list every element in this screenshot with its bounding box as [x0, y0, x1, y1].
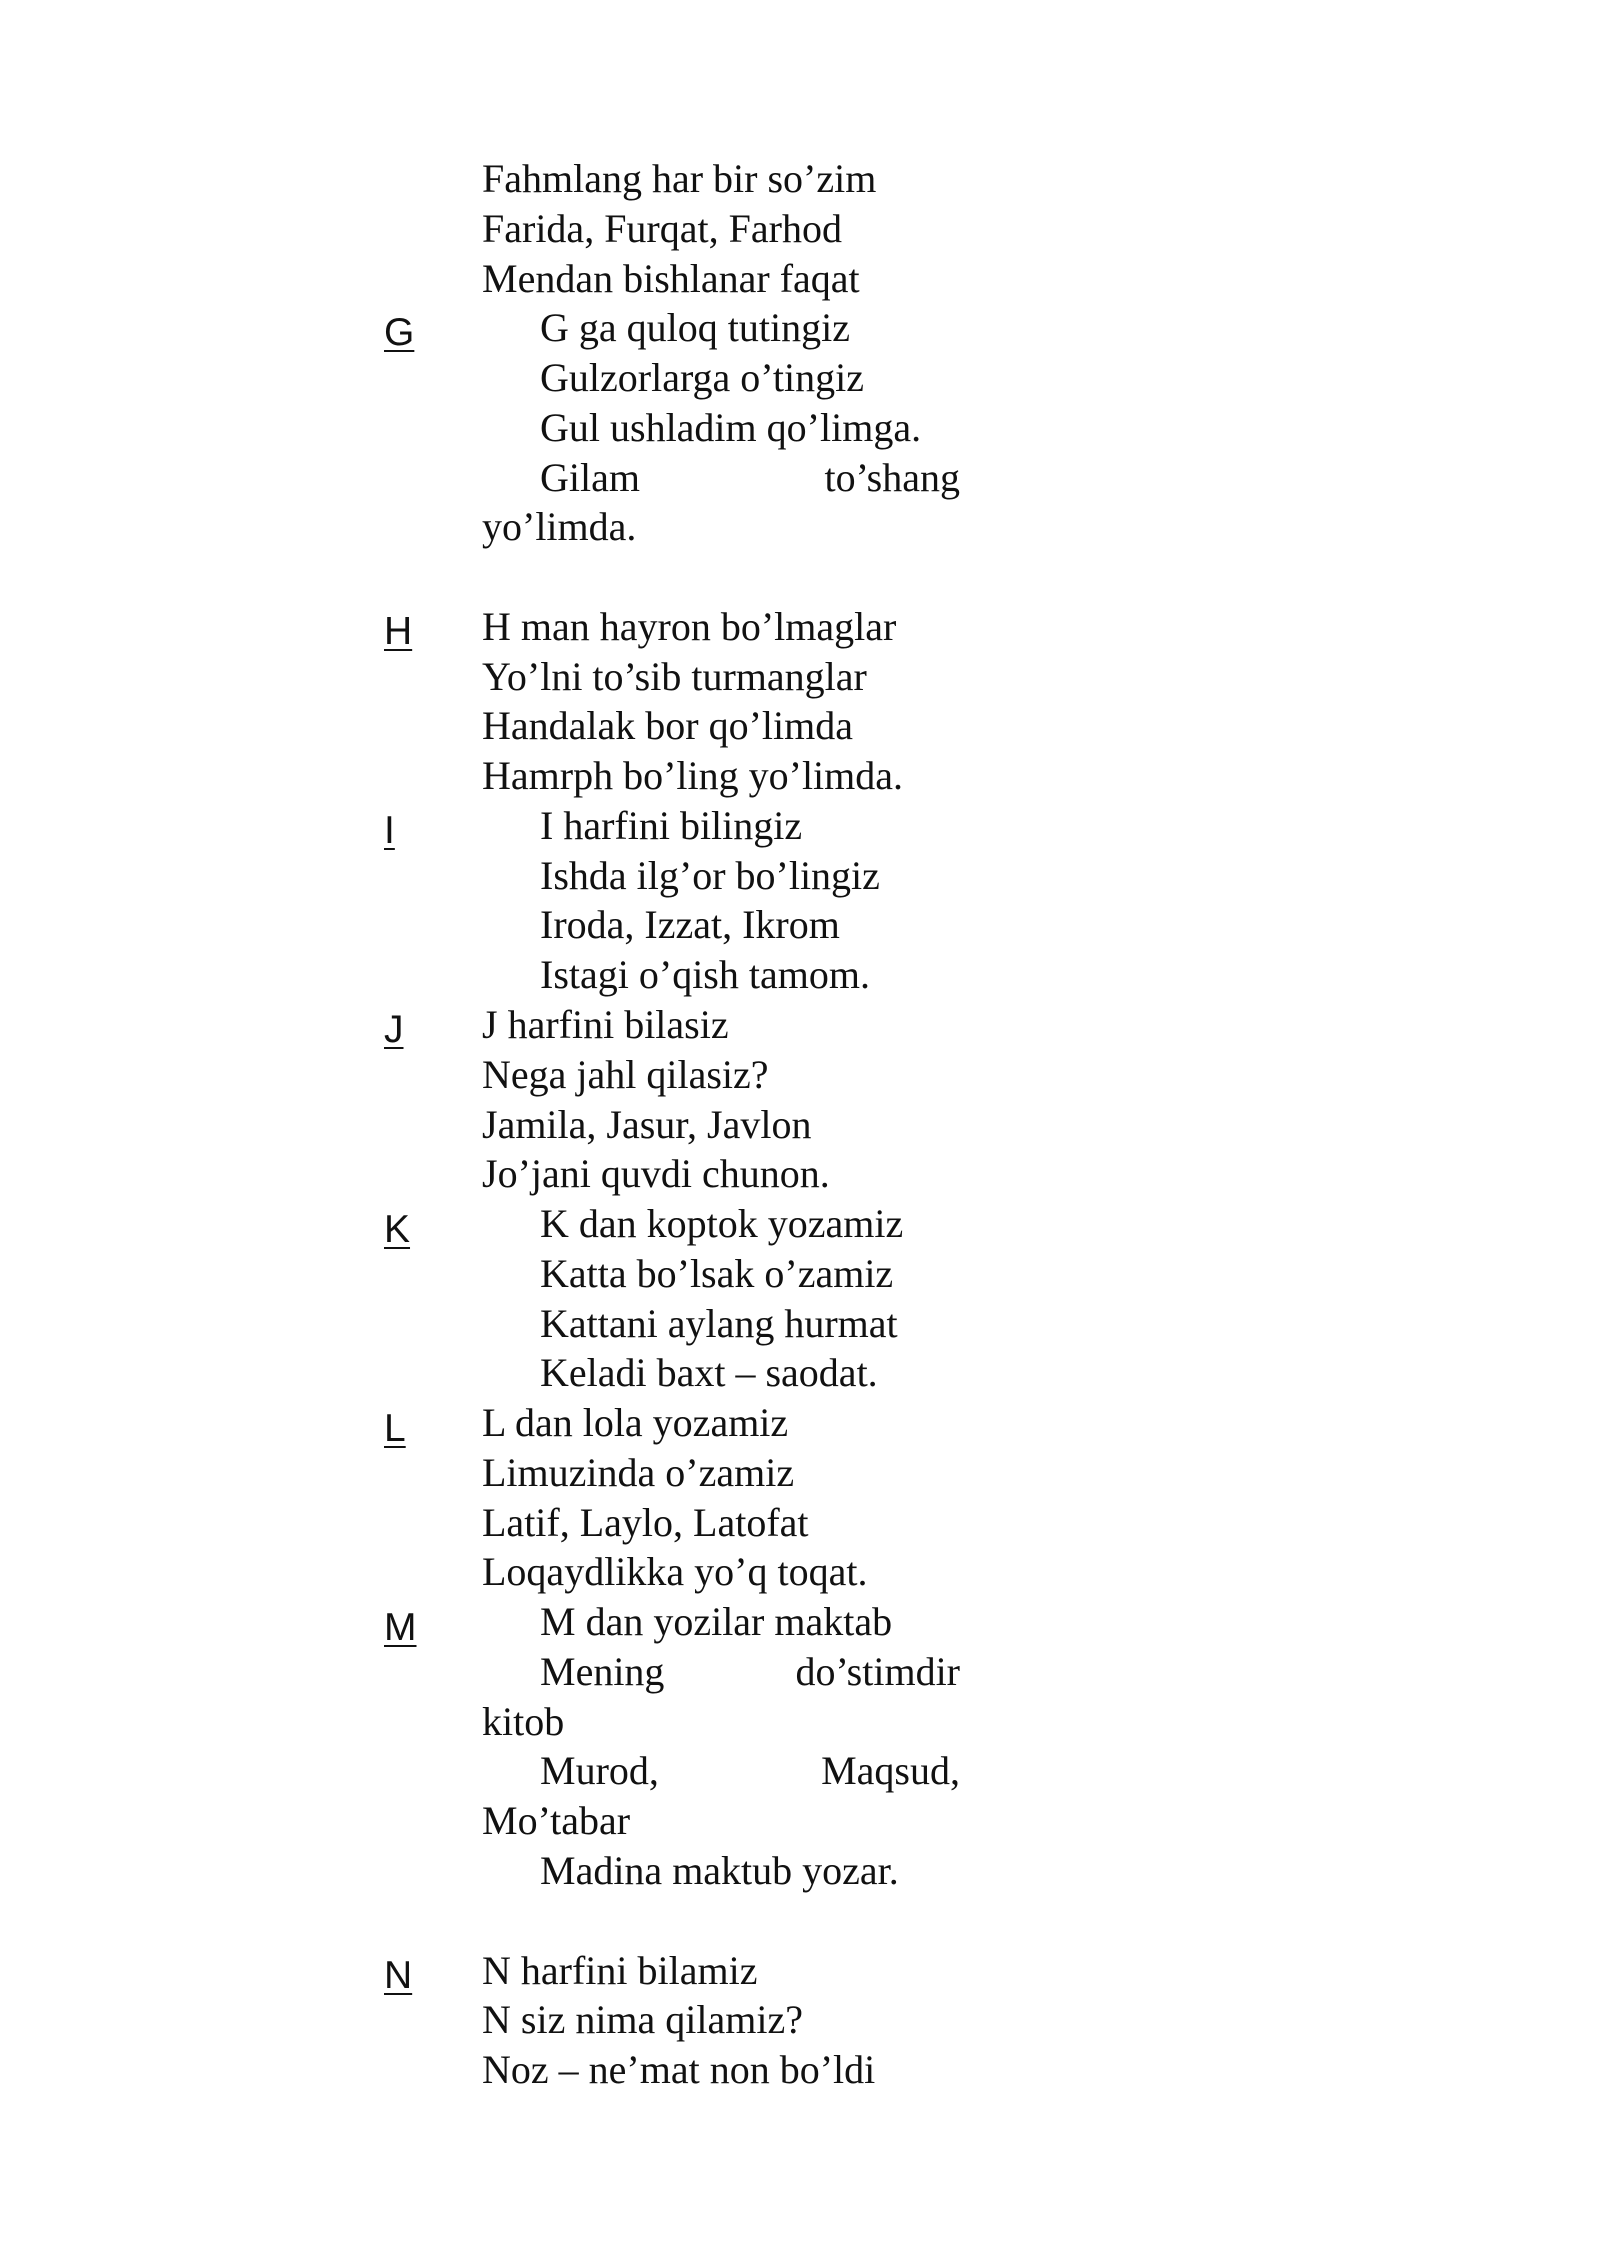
poem-line: Gulzorlarga o’tingiz	[540, 355, 864, 400]
poem-word: to’shang	[824, 455, 960, 500]
poem-line: M dan yozilar maktab	[540, 1599, 893, 1644]
poem-line: J harfini bilasiz	[482, 1002, 729, 1047]
poem-line: N siz nima qilamiz?	[482, 1997, 804, 2042]
poem-word: Murod,	[540, 1748, 659, 1793]
letter-marker-j: J	[384, 1008, 404, 1051]
letter-marker-i: I	[384, 809, 395, 852]
poem-line: Katta bo’lsak o’zamiz	[540, 1251, 894, 1296]
poem-line: kitob	[482, 1699, 565, 1744]
poem-line: G ga quloq tutingiz	[540, 305, 850, 350]
poem-line: N harfini bilamiz	[482, 1948, 758, 1993]
poem-line: Keladi baxt – saodat.	[540, 1350, 878, 1395]
poem-line: Jamila, Jasur, Javlon	[482, 1102, 812, 1147]
poem-line-justified	[540, 1746, 960, 1796]
poem-line: K dan koptok yozamiz	[540, 1201, 904, 1246]
poem-line: Noz – ne’mat non bo’ldi	[482, 2047, 876, 2092]
poem-word: Mening	[540, 1649, 665, 1694]
poem-line: Hamrph bo’ling yo’limda.	[482, 753, 904, 798]
poem-line: Yo’lni to’sib turmanglar	[482, 654, 867, 699]
letter-marker-m: M	[384, 1606, 417, 1649]
letter-marker-l: L	[384, 1407, 406, 1450]
poem-line: Farida, Furqat, Farhod	[482, 206, 842, 251]
poem-line: Ishda ilg’or bo’lingiz	[540, 853, 880, 898]
poem-word: do’stimdir	[795, 1649, 960, 1694]
poem-line: Mendan bishlanar faqat	[482, 256, 860, 301]
poem-line: Istagi o’qish tamom.	[540, 952, 870, 997]
poem-line: Nega jahl qilasiz?	[482, 1052, 769, 1097]
poem-line: Gul ushladim qo’limga.	[540, 405, 922, 450]
poem-line: L dan lola yozamiz	[482, 1400, 789, 1445]
poem-line: H man hayron bo’lmaglar	[482, 604, 897, 649]
poem-line: Fahmlang har bir so’zim	[482, 156, 877, 201]
poem-line: Loqaydlikka yo’q toqat.	[482, 1549, 868, 1594]
poem-line: yo’limda.	[482, 504, 637, 549]
poem-line-justified	[540, 453, 960, 503]
poem-line: Madina maktub yozar.	[540, 1848, 899, 1893]
letter-marker-n: N	[384, 1954, 413, 1997]
letter-marker-k: K	[384, 1208, 411, 1251]
poem-line: Jo’jani quvdi chunon.	[482, 1151, 830, 1196]
poem-line: Limuzinda o’zamiz	[482, 1450, 795, 1495]
poem-line: Iroda, Izzat, Ikrom	[540, 902, 840, 947]
poem-line: Latif, Laylo, Latofat	[482, 1500, 809, 1545]
poem-line: Handalak bor qo’limda	[482, 703, 853, 748]
poem-line: Kattani aylang hurmat	[540, 1301, 898, 1346]
poem-word: Gilam	[540, 455, 640, 500]
poem-word: Maqsud,	[821, 1748, 960, 1793]
poem-line: Mo’tabar	[482, 1798, 631, 1843]
letter-marker-g: G	[384, 311, 415, 354]
poem-line-justified	[540, 1647, 960, 1697]
poem-line: I harfini bilingiz	[540, 803, 803, 848]
letter-marker-h: H	[384, 610, 413, 653]
